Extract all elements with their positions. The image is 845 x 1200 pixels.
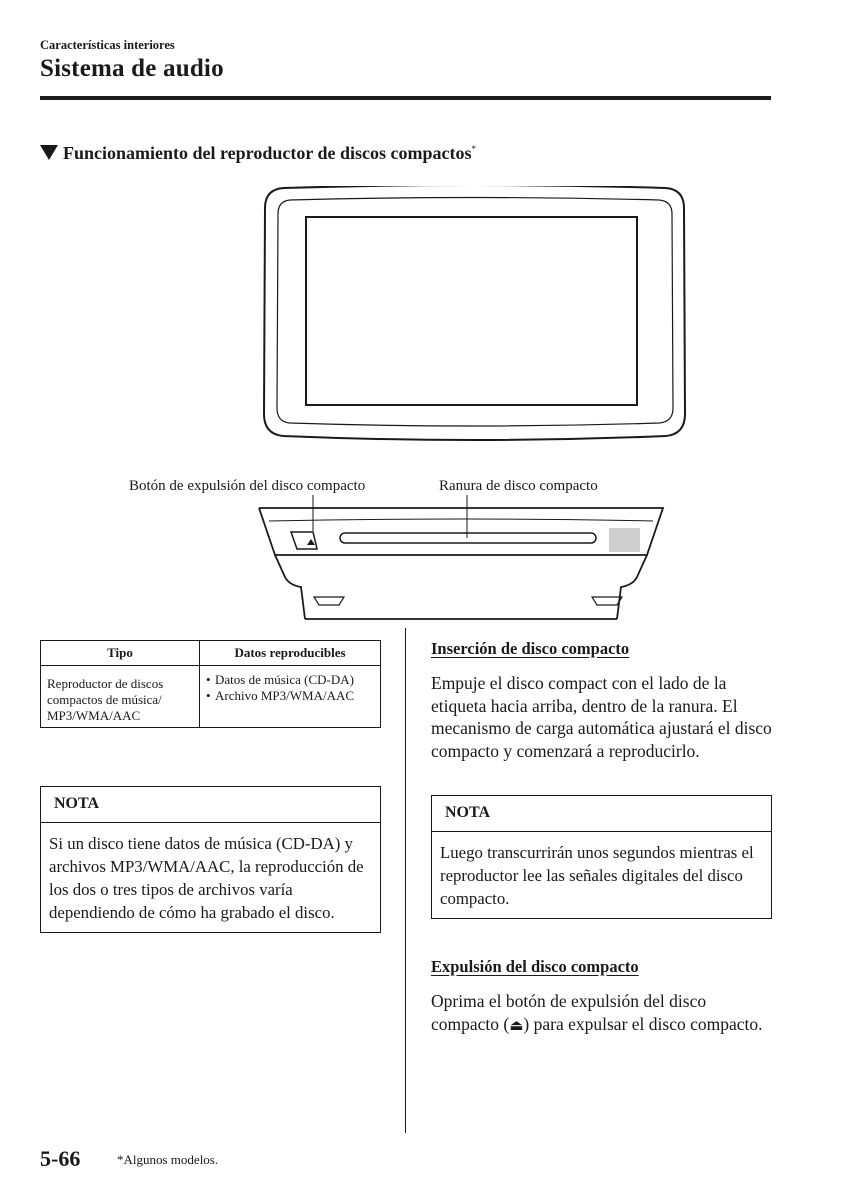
section-heading xyxy=(40,143,476,164)
table-header-type: Tipo xyxy=(41,641,200,666)
footnote: *Algunos modelos. xyxy=(117,1152,219,1167)
cd-unit-illustration xyxy=(255,495,667,625)
eject-symbol-icon: ⏏ xyxy=(509,1015,524,1034)
sensor-block xyxy=(609,528,640,552)
insert-text: Empuje el disco compact con el lado de la etiqueta hacia arriba, dentro de la ranura. El mecanismo de carga automática ajustará el disco compacto y comenzará a reproducirlo. xyxy=(431,673,772,761)
note-box-left xyxy=(40,786,381,933)
list-item: • Archivo MP3/WMA/AAC xyxy=(206,688,355,703)
disc-slot-label: Ranura de disco compacto xyxy=(439,478,598,494)
playable-data-table xyxy=(40,640,381,728)
eject-heading: Expulsión del disco compacto xyxy=(431,957,639,976)
note-heading: NOTA xyxy=(41,787,380,823)
note-heading: NOTA xyxy=(432,796,771,832)
title-rule xyxy=(40,96,771,100)
eject-button-shape xyxy=(291,532,317,549)
page-title: Sistema de audio xyxy=(40,55,224,82)
table-header-data: Datos reproducibles xyxy=(200,641,381,666)
section-title: Funcionamiento del reproductor de discos compactos xyxy=(63,143,472,163)
table-row xyxy=(41,666,381,728)
list-item: • Datos de música (CD-DA) xyxy=(206,672,354,687)
table-cell-data xyxy=(200,666,381,728)
eject-text: Oprima el botón de expulsión del disco compacto (⏏) para expulsar el disco compacto. xyxy=(431,991,763,1034)
triangle-bullet-icon xyxy=(40,145,58,160)
note-text: Luego transcurrirán unos segundos mientras el reproductor lee las señales digitales del disco compacto. xyxy=(440,843,754,908)
eject-button-label: Botón de expulsión del disco compacto xyxy=(129,478,366,494)
section-footnote-marker: * xyxy=(471,144,476,154)
display-screen-illustration xyxy=(262,186,687,446)
note-text: Si un disco tiene datos de música (CD-DA) y archivos MP3/WMA/AAC, la reproducción de los dos o tres tipos de archivos varía dependiendo de cómo ha grabado el disco. xyxy=(49,834,364,922)
table-cell-type: Reproductor de discos compactos de música/ MP3/WMA/AAC xyxy=(41,666,200,728)
page-number: 5-66 xyxy=(40,1146,81,1171)
column-divider xyxy=(405,628,406,1133)
note-box-right xyxy=(431,795,772,919)
disc-slot-shape xyxy=(340,533,596,543)
chapter-kicker: Características interiores xyxy=(40,38,175,52)
insert-heading: Inserción de disco compacto xyxy=(431,639,630,658)
eject-glyph-icon xyxy=(307,539,315,545)
